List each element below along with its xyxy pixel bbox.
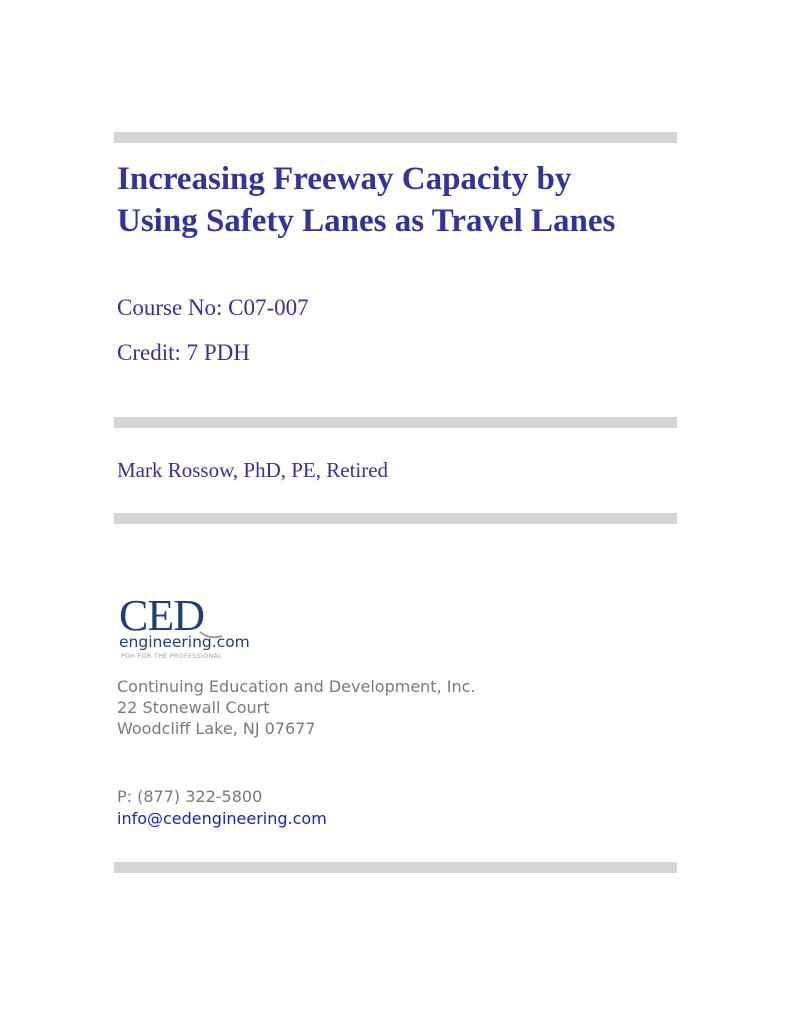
address-street: 22 Stonewall Court — [117, 698, 270, 717]
phone-number: P: (877) 322-5800 — [117, 787, 263, 806]
email-link[interactable]: info@cedengineering.com — [117, 809, 327, 828]
divider-lower — [114, 513, 677, 524]
course-credit: Credit: 7 PDH — [117, 340, 250, 365]
organization-name: Continuing Education and Development, Inc. — [117, 677, 476, 696]
logo-tagline-text: PDH FOR THE PROFESSIONAL — [121, 653, 222, 660]
divider-top — [114, 132, 677, 143]
contact-info — [117, 786, 327, 830]
logo-brand-text: CED — [119, 592, 204, 640]
title-line-1: Increasing Freeway Capacity by — [117, 161, 572, 197]
document-title — [117, 158, 717, 242]
organization-address — [117, 676, 475, 739]
divider-bottom — [114, 862, 677, 873]
logo-domain-text: engineering.com — [119, 633, 250, 651]
course-number: Course No: C07-007 — [117, 295, 309, 320]
divider-middle — [114, 417, 677, 428]
author-name: Mark Rossow, PhD, PE, Retired — [117, 458, 389, 482]
address-city: Woodcliff Lake, NJ 07677 — [117, 719, 316, 738]
ced-engineering-logo — [118, 592, 268, 660]
title-line-2: Using Safety Lanes as Travel Lanes — [117, 203, 616, 239]
